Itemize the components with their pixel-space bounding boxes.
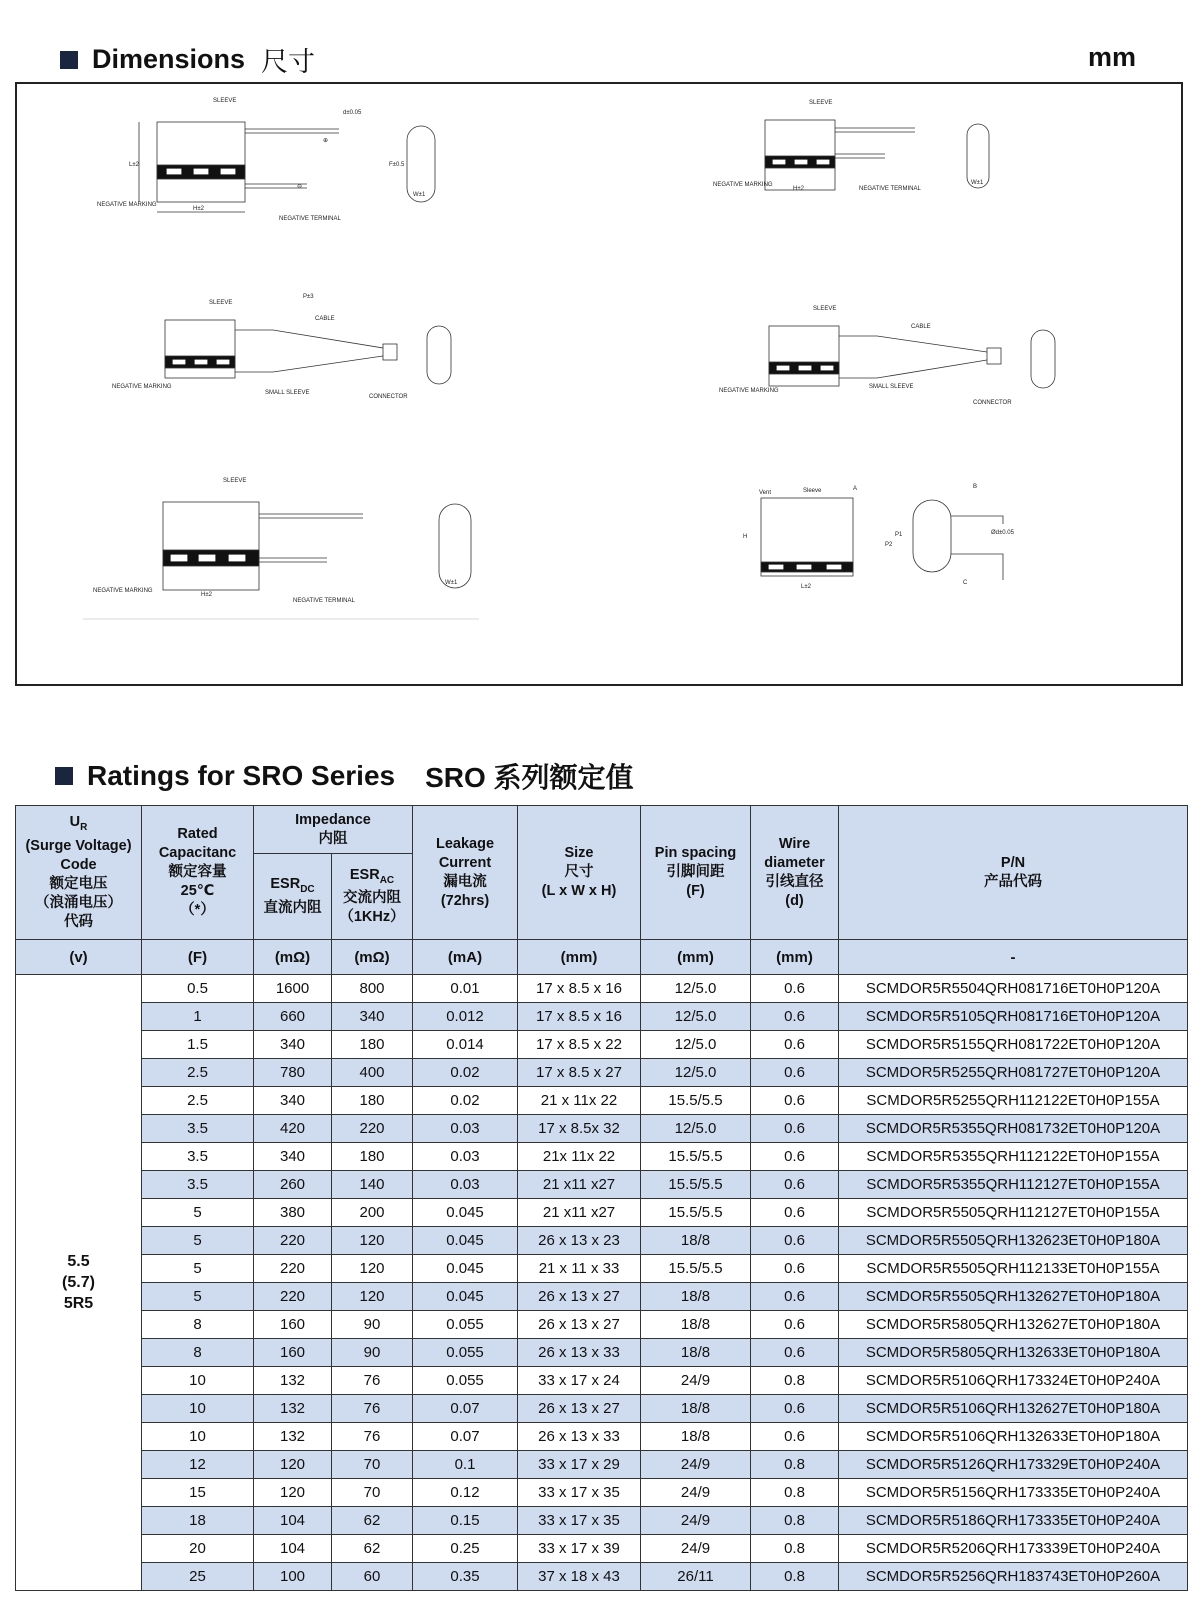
cell-pin-spacing: 12/5.0 <box>641 1003 751 1031</box>
cell-pin-spacing: 15.5/5.5 <box>641 1087 751 1115</box>
square-bullet-icon <box>60 51 78 69</box>
unit-cell: (mΩ) <box>332 940 413 975</box>
cell-esr-ac: 180 <box>332 1143 413 1171</box>
table-row <box>16 1535 1188 1563</box>
cell-wire-diameter: 0.8 <box>751 1507 839 1535</box>
cell-esr-ac: 62 <box>332 1507 413 1535</box>
cell-esr-ac: 120 <box>332 1255 413 1283</box>
cell-size: 37 x 18 x 43 <box>518 1563 641 1591</box>
cell-size: 21 x11 x27 <box>518 1199 641 1227</box>
label-h-tol: H±2 <box>193 206 204 212</box>
cell-size: 33 x 17 x 39 <box>518 1535 641 1563</box>
cell-capacitance: 25 <box>142 1563 254 1591</box>
drawing-cable-large <box>112 294 451 400</box>
cell-wire-diameter: 0.6 <box>751 1283 839 1311</box>
table-row <box>16 1479 1188 1507</box>
label-sleeve-6: Sleeve <box>803 488 822 494</box>
cell-leakage: 0.02 <box>413 1087 518 1115</box>
dimensions-title-cn: 尺寸 <box>261 47 316 77</box>
dimensions-title-en: Dimensions <box>92 44 246 74</box>
cell-pin-spacing: 18/8 <box>641 1339 751 1367</box>
table-row <box>16 1171 1188 1199</box>
unit-cell: (mΩ) <box>254 940 332 975</box>
cell-part-number: SCMDOR5R5105QRH081716ET0H0P120A <box>839 1003 1188 1031</box>
table-row <box>16 1227 1188 1255</box>
voltage-code-line1: 5.5 <box>67 1253 90 1270</box>
header-impedance: Impedance 内阻 <box>254 806 413 854</box>
label-h-tol-3: H±2 <box>201 592 212 598</box>
label-d-tol: d±0.05 <box>343 110 362 116</box>
cell-esr-dc: 340 <box>254 1143 332 1171</box>
table-row <box>16 1507 1188 1535</box>
cell-esr-dc: 100 <box>254 1563 332 1591</box>
label-h-tol-2: H±2 <box>793 186 804 192</box>
cell-esr-ac: 120 <box>332 1283 413 1311</box>
cell-part-number: SCMDOR5R5126QRH173329ET0H0P240A <box>839 1451 1188 1479</box>
label-b: B <box>973 484 978 490</box>
cell-wire-diameter: 0.8 <box>751 1451 839 1479</box>
label-small-sleeve-2: SMALL SLEEVE <box>869 384 914 390</box>
table-row <box>16 1451 1188 1479</box>
cell-leakage: 0.35 <box>413 1563 518 1591</box>
table-row <box>16 1115 1188 1143</box>
table-row <box>16 1311 1188 1339</box>
cell-leakage: 0.03 <box>413 1115 518 1143</box>
cell-esr-dc: 132 <box>254 1395 332 1423</box>
cell-wire-diameter: 0.6 <box>751 1031 839 1059</box>
cell-wire-diameter: 0.8 <box>751 1535 839 1563</box>
unit-cell: (v) <box>16 940 142 975</box>
cell-size: 26 x 13 x 27 <box>518 1395 641 1423</box>
cell-capacitance: 3.5 <box>142 1143 254 1171</box>
cell-part-number: SCMDOR5R5505QRH132627ET0H0P180A <box>839 1283 1188 1311</box>
voltage-code-cell <box>16 975 142 1591</box>
cell-wire-diameter: 0.6 <box>751 1087 839 1115</box>
label-negative-marking-4: NEGATIVE MARKING <box>719 388 779 394</box>
cell-capacitance: 8 <box>142 1339 254 1367</box>
drawing-cable-small <box>719 306 1055 406</box>
table-row <box>16 1283 1188 1311</box>
ratings-body <box>16 975 1188 1591</box>
cell-leakage: 0.01 <box>413 975 518 1003</box>
cell-part-number: SCMDOR5R5805QRH132627ET0H0P180A <box>839 1311 1188 1339</box>
cell-esr-dc: 420 <box>254 1115 332 1143</box>
cell-esr-ac: 76 <box>332 1423 413 1451</box>
label-sleeve-3: SLEEVE <box>209 300 233 306</box>
header-ur: $U_R$ (Surge Voltage) Code 额定电压 （浪涌电压） 代码 <box>16 806 142 940</box>
header-pin-spacing: Pin spacing 引脚间距 (F) <box>641 806 751 940</box>
cell-size: 33 x 17 x 35 <box>518 1479 641 1507</box>
cell-size: 26 x 13 x 33 <box>518 1423 641 1451</box>
header-capacitance: Rated Capacitanc 额定容量 25℃ （*） <box>142 806 254 940</box>
label-w-tol-3: W±1 <box>445 580 458 586</box>
table-row <box>16 1143 1188 1171</box>
cell-pin-spacing: 15.5/5.5 <box>641 1171 751 1199</box>
unit-cell: (mm) <box>751 940 839 975</box>
ratings-title-cn: SRO 系列额定值 <box>425 762 634 793</box>
cell-esr-dc: 220 <box>254 1227 332 1255</box>
cell-size: 33 x 17 x 24 <box>518 1367 641 1395</box>
label-negative-marking: NEGATIVE MARKING <box>97 202 157 208</box>
header-size: Size 尺寸 (L x W x H) <box>518 806 641 940</box>
cell-size: 17 x 8.5 x 16 <box>518 975 641 1003</box>
unit-cell: (mA) <box>413 940 518 975</box>
dimension-drawings-panel <box>15 82 1183 686</box>
cell-esr-dc: 120 <box>254 1479 332 1507</box>
voltage-code-line2: (5.7) <box>62 1274 95 1291</box>
cell-size: 33 x 17 x 29 <box>518 1451 641 1479</box>
cell-part-number: SCMDOR5R5505QRH112127ET0H0P155A <box>839 1199 1188 1227</box>
cell-pin-spacing: 18/8 <box>641 1395 751 1423</box>
cell-wire-diameter: 0.6 <box>751 1423 839 1451</box>
label-connector-2: CONNECTOR <box>973 400 1012 406</box>
cell-size: 26 x 13 x 27 <box>518 1283 641 1311</box>
cell-esr-dc: 340 <box>254 1087 332 1115</box>
table-row <box>16 1367 1188 1395</box>
cell-esr-dc: 104 <box>254 1535 332 1563</box>
cell-part-number: SCMDOR5R5155QRH081722ET0H0P120A <box>839 1031 1188 1059</box>
label-l-tol: L±2 <box>129 162 139 168</box>
cell-esr-dc: 160 <box>254 1339 332 1367</box>
cell-wire-diameter: 0.6 <box>751 1115 839 1143</box>
cell-esr-ac: 76 <box>332 1395 413 1423</box>
cell-esr-dc: 260 <box>254 1171 332 1199</box>
cell-esr-dc: 660 <box>254 1003 332 1031</box>
cell-capacitance: 10 <box>142 1367 254 1395</box>
cell-esr-dc: 160 <box>254 1311 332 1339</box>
cell-capacitance: 3.5 <box>142 1171 254 1199</box>
cell-part-number: SCMDOR5R5256QRH183743ET0H0P260A <box>839 1563 1188 1591</box>
cell-capacitance: 10 <box>142 1423 254 1451</box>
drawing-radial-small <box>713 100 989 192</box>
label-vent: Vent <box>759 490 772 496</box>
cell-part-number: SCMDOR5R5106QRH132633ET0H0P180A <box>839 1423 1188 1451</box>
cell-esr-ac: 70 <box>332 1479 413 1507</box>
label-w-tol-2: W±1 <box>971 180 984 186</box>
cell-leakage: 0.055 <box>413 1367 518 1395</box>
ratings-title <box>55 756 634 796</box>
label-dia-tol: Ød±0.05 <box>991 530 1014 536</box>
cell-capacitance: 10 <box>142 1395 254 1423</box>
cell-pin-spacing: 24/9 <box>641 1479 751 1507</box>
cell-wire-diameter: 0.6 <box>751 1255 839 1283</box>
label-cable-2: CABLE <box>911 324 931 330</box>
cell-size: 33 x 17 x 35 <box>518 1507 641 1535</box>
cell-esr-ac: 180 <box>332 1087 413 1115</box>
cell-leakage: 0.055 <box>413 1311 518 1339</box>
unit-cell: (F) <box>142 940 254 975</box>
label-p1: P1 <box>895 532 903 538</box>
cell-wire-diameter: 0.6 <box>751 975 839 1003</box>
cell-esr-dc: 780 <box>254 1059 332 1087</box>
label-small-sleeve: SMALL SLEEVE <box>265 390 310 396</box>
cell-esr-ac: 70 <box>332 1451 413 1479</box>
dimensions-title <box>60 40 315 79</box>
cell-esr-dc: 380 <box>254 1199 332 1227</box>
cell-wire-diameter: 0.6 <box>751 1339 839 1367</box>
table-row <box>16 1395 1188 1423</box>
cell-leakage: 0.045 <box>413 1199 518 1227</box>
label-sleeve: SLEEVE <box>213 98 237 104</box>
cell-wire-diameter: 0.6 <box>751 1395 839 1423</box>
label-p-tol: P±3 <box>303 294 314 300</box>
cell-part-number: SCMDOR5R5355QRH081732ET0H0P120A <box>839 1115 1188 1143</box>
cell-part-number: SCMDOR5R5505QRH132623ET0H0P180A <box>839 1227 1188 1255</box>
label-sleeve-5: SLEEVE <box>223 478 247 484</box>
cell-part-number: SCMDOR5R5505QRH112133ET0H0P155A <box>839 1255 1188 1283</box>
cell-size: 21x 11x 22 <box>518 1143 641 1171</box>
unit-cell: (mm) <box>641 940 751 975</box>
cell-leakage: 0.07 <box>413 1423 518 1451</box>
cell-leakage: 0.07 <box>413 1395 518 1423</box>
label-sleeve-4: SLEEVE <box>813 306 837 312</box>
label-negative-terminal-3: NEGATIVE TERMINAL <box>293 598 355 604</box>
cell-leakage: 0.03 <box>413 1143 518 1171</box>
cell-wire-diameter: 0.8 <box>751 1367 839 1395</box>
cell-wire-diameter: 0.6 <box>751 1311 839 1339</box>
cell-part-number: SCMDOR5R5255QRH112122ET0H0P155A <box>839 1087 1188 1115</box>
cell-pin-spacing: 15.5/5.5 <box>641 1199 751 1227</box>
cell-leakage: 0.045 <box>413 1255 518 1283</box>
table-row <box>16 1563 1188 1591</box>
label-c: C <box>963 580 968 586</box>
label-minus: ⊖ <box>297 184 303 190</box>
cell-size: 17 x 8.5x 32 <box>518 1115 641 1143</box>
cell-wire-diameter: 0.6 <box>751 1059 839 1087</box>
capacitor-body <box>157 122 245 202</box>
cell-esr-dc: 132 <box>254 1367 332 1395</box>
cell-capacitance: 5 <box>142 1199 254 1227</box>
table-row <box>16 1031 1188 1059</box>
cell-part-number: SCMDOR5R5355QRH112122ET0H0P155A <box>839 1143 1188 1171</box>
cell-pin-spacing: 15.5/5.5 <box>641 1143 751 1171</box>
cell-wire-diameter: 0.6 <box>751 1171 839 1199</box>
cell-pin-spacing: 12/5.0 <box>641 1115 751 1143</box>
cell-wire-diameter: 0.8 <box>751 1563 839 1591</box>
cell-part-number: SCMDOR5R5805QRH132633ET0H0P180A <box>839 1339 1188 1367</box>
label-negative-marking-3: NEGATIVE MARKING <box>112 384 172 390</box>
unit-cell: - <box>839 940 1188 975</box>
unit-cell: (mm) <box>518 940 641 975</box>
cell-pin-spacing: 12/5.0 <box>641 1031 751 1059</box>
drawing-snap-in <box>743 484 1015 590</box>
table-row <box>16 1059 1188 1087</box>
cell-esr-ac: 200 <box>332 1199 413 1227</box>
cell-leakage: 0.02 <box>413 1059 518 1087</box>
cell-part-number: SCMDOR5R5186QRH173335ET0H0P240A <box>839 1507 1188 1535</box>
cell-leakage: 0.12 <box>413 1479 518 1507</box>
dimension-drawings <box>17 84 1181 684</box>
cell-esr-dc: 120 <box>254 1451 332 1479</box>
cell-leakage: 0.25 <box>413 1535 518 1563</box>
unit-label: mm <box>1088 42 1137 72</box>
cell-part-number: SCMDOR5R5206QRH173339ET0H0P240A <box>839 1535 1188 1563</box>
label-negative-marking-5: NEGATIVE MARKING <box>93 588 153 594</box>
cell-pin-spacing: 12/5.0 <box>641 1059 751 1087</box>
header-wire-diameter: Wire diameter 引线直径 (d) <box>751 806 839 940</box>
cell-leakage: 0.03 <box>413 1171 518 1199</box>
label-plus: ⊕ <box>323 138 329 144</box>
cell-leakage: 0.055 <box>413 1339 518 1367</box>
cell-capacitance: 15 <box>142 1479 254 1507</box>
label-p2: P2 <box>885 542 893 548</box>
cell-leakage: 0.15 <box>413 1507 518 1535</box>
cell-esr-ac: 62 <box>332 1535 413 1563</box>
voltage-code-line3: 5R5 <box>63 1295 94 1312</box>
cell-part-number: SCMDOR5R5504QRH081716ET0H0P120A <box>839 975 1188 1003</box>
cell-esr-ac: 120 <box>332 1227 413 1255</box>
cell-wire-diameter: 0.6 <box>751 1003 839 1031</box>
cell-pin-spacing: 18/8 <box>641 1283 751 1311</box>
label-l-tol-2: L±2 <box>801 584 811 590</box>
cell-capacitance: 1 <box>142 1003 254 1031</box>
cell-pin-spacing: 18/8 <box>641 1423 751 1451</box>
cell-esr-ac: 800 <box>332 975 413 1003</box>
cell-capacitance: 5 <box>142 1283 254 1311</box>
cell-leakage: 0.014 <box>413 1031 518 1059</box>
cell-wire-diameter: 0.6 <box>751 1143 839 1171</box>
cell-wire-diameter: 0.6 <box>751 1199 839 1227</box>
cell-esr-dc: 104 <box>254 1507 332 1535</box>
cell-capacitance: 3.5 <box>142 1115 254 1143</box>
label-sleeve-2: SLEEVE <box>809 100 833 106</box>
cell-pin-spacing: 18/8 <box>641 1311 751 1339</box>
cell-leakage: 0.045 <box>413 1283 518 1311</box>
label-a: A <box>853 486 858 492</box>
cell-capacitance: 0.5 <box>142 975 254 1003</box>
cell-esr-ac: 76 <box>332 1367 413 1395</box>
table-row <box>16 1003 1188 1031</box>
cell-part-number: SCMDOR5R5355QRH112127ET0H0P155A <box>839 1171 1188 1199</box>
header-esr-dc: $ESR_{DC}$ 直流内阻 <box>254 854 332 940</box>
cell-esr-ac: 90 <box>332 1339 413 1367</box>
cell-leakage: 0.1 <box>413 1451 518 1479</box>
header-leakage: Leakage Current 漏电流 (72hrs) <box>413 806 518 940</box>
label-negative-terminal: NEGATIVE TERMINAL <box>279 216 341 222</box>
label-negative-marking-2: NEGATIVE MARKING <box>713 182 773 188</box>
cell-esr-dc: 340 <box>254 1031 332 1059</box>
cell-size: 26 x 13 x 33 <box>518 1339 641 1367</box>
ratings-table <box>15 805 1188 1591</box>
label-negative-terminal-2: NEGATIVE TERMINAL <box>859 186 921 192</box>
table-row <box>16 1255 1188 1283</box>
drawing-radial-tall <box>83 478 479 619</box>
cell-capacitance: 12 <box>142 1451 254 1479</box>
cell-size: 21 x 11x 22 <box>518 1087 641 1115</box>
cell-capacitance: 5 <box>142 1227 254 1255</box>
drawing-radial-large <box>97 98 435 222</box>
top-view-outline <box>407 126 435 202</box>
cell-size: 17 x 8.5 x 16 <box>518 1003 641 1031</box>
cell-capacitance: 2.5 <box>142 1087 254 1115</box>
cell-size: 21 x 11 x 33 <box>518 1255 641 1283</box>
cell-part-number: SCMDOR5R5255QRH081727ET0H0P120A <box>839 1059 1188 1087</box>
cell-size: 17 x 8.5 x 22 <box>518 1031 641 1059</box>
cell-capacitance: 8 <box>142 1311 254 1339</box>
cell-wire-diameter: 0.6 <box>751 1227 839 1255</box>
table-row <box>16 1199 1188 1227</box>
table-row <box>16 1423 1188 1451</box>
cell-size: 21 x11 x27 <box>518 1171 641 1199</box>
cell-pin-spacing: 24/9 <box>641 1451 751 1479</box>
square-bullet-icon <box>55 767 73 785</box>
cell-esr-ac: 90 <box>332 1311 413 1339</box>
cell-capacitance: 18 <box>142 1507 254 1535</box>
cell-esr-ac: 140 <box>332 1171 413 1199</box>
cell-esr-ac: 220 <box>332 1115 413 1143</box>
cell-pin-spacing: 26/11 <box>641 1563 751 1591</box>
cell-part-number: SCMDOR5R5106QRH132627ET0H0P180A <box>839 1395 1188 1423</box>
cell-pin-spacing: 12/5.0 <box>641 975 751 1003</box>
label-h: H <box>743 534 748 540</box>
ratings-title-en: Ratings for SRO Series <box>87 760 396 791</box>
cell-size: 26 x 13 x 23 <box>518 1227 641 1255</box>
cell-part-number: SCMDOR5R5156QRH173335ET0H0P240A <box>839 1479 1188 1507</box>
cell-capacitance: 2.5 <box>142 1059 254 1087</box>
table-row <box>16 975 1188 1003</box>
cell-pin-spacing: 18/8 <box>641 1227 751 1255</box>
cell-esr-dc: 132 <box>254 1423 332 1451</box>
cell-esr-dc: 220 <box>254 1283 332 1311</box>
cell-capacitance: 5 <box>142 1255 254 1283</box>
cell-capacitance: 20 <box>142 1535 254 1563</box>
label-connector: CONNECTOR <box>369 394 408 400</box>
cell-capacitance: 1.5 <box>142 1031 254 1059</box>
cell-pin-spacing: 24/9 <box>641 1535 751 1563</box>
label-f-tol: F±0.5 <box>389 162 405 168</box>
cell-esr-ac: 400 <box>332 1059 413 1087</box>
table-row <box>16 1339 1188 1367</box>
table-row <box>16 1087 1188 1115</box>
cell-pin-spacing: 15.5/5.5 <box>641 1255 751 1283</box>
cell-leakage: 0.045 <box>413 1227 518 1255</box>
cell-wire-diameter: 0.8 <box>751 1479 839 1507</box>
cell-size: 17 x 8.5 x 27 <box>518 1059 641 1087</box>
cell-esr-dc: 1600 <box>254 975 332 1003</box>
cell-pin-spacing: 24/9 <box>641 1507 751 1535</box>
cell-esr-ac: 180 <box>332 1031 413 1059</box>
cell-leakage: 0.012 <box>413 1003 518 1031</box>
cell-part-number: SCMDOR5R5106QRH173324ET0H0P240A <box>839 1367 1188 1395</box>
cell-esr-ac: 60 <box>332 1563 413 1591</box>
cell-size: 26 x 13 x 27 <box>518 1311 641 1339</box>
label-cable: CABLE <box>315 316 335 322</box>
cell-esr-dc: 220 <box>254 1255 332 1283</box>
header-pn: P/N 产品代码 <box>839 806 1188 940</box>
units-row <box>16 940 1188 975</box>
header-esr-ac: $ESR_{AC}$ 交流内阻 （1KHz） <box>332 854 413 940</box>
cell-esr-ac: 340 <box>332 1003 413 1031</box>
cell-pin-spacing: 24/9 <box>641 1367 751 1395</box>
label-w-tol: W±1 <box>413 192 426 198</box>
